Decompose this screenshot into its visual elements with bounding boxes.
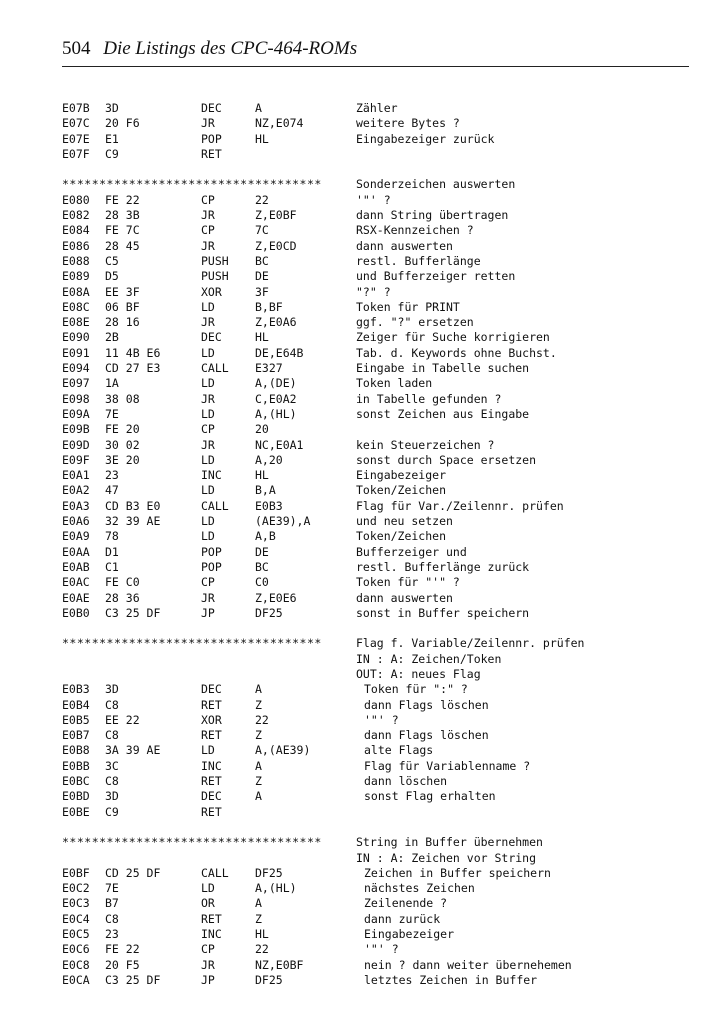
mnemonic: LD [201, 483, 215, 498]
comment: dann löschen [364, 774, 448, 789]
operand: Z,E0CD [255, 238, 297, 253]
mnemonic: DEC [201, 789, 222, 804]
mnemonic: LD [201, 529, 215, 544]
opcode-bytes: 3C [105, 758, 119, 773]
operand: 7C [255, 223, 269, 238]
comment: sonst Zeichen aus Eingabe [356, 406, 530, 421]
opcode-bytes: 23 [105, 927, 119, 942]
address: E094 [62, 361, 90, 376]
comment: Zeilenende ? [364, 896, 448, 911]
mnemonic: XOR [201, 284, 222, 299]
opcode-bytes: FE 22 [105, 192, 140, 207]
address: E09F [62, 452, 90, 467]
operand: BC [255, 253, 269, 268]
opcode-bytes: 28 45 [105, 238, 140, 253]
opcode-bytes: 06 BF [105, 299, 140, 314]
opcode-bytes: EE 22 [105, 712, 140, 727]
mnemonic: RET [201, 728, 222, 743]
mnemonic: LD [201, 376, 215, 391]
address: E0BB [62, 758, 90, 773]
operand: DE [255, 269, 269, 284]
opcode-bytes: 3D [105, 682, 119, 697]
address: E0BF [62, 865, 90, 880]
opcode-bytes: C5 [105, 253, 119, 268]
address: E0AE [62, 590, 90, 605]
operand: Z [255, 697, 262, 712]
opcode-bytes: 23 [105, 468, 119, 483]
opcode-bytes: D1 [105, 544, 119, 559]
opcode-bytes: 3E 20 [105, 452, 140, 467]
comment: weitere Bytes ? [356, 116, 460, 131]
operand: (AE39),A [255, 514, 311, 529]
mnemonic: LD [201, 452, 215, 467]
mnemonic: OR [201, 896, 215, 911]
mnemonic: POP [201, 544, 222, 559]
address: E07F [62, 146, 90, 161]
opcode-bytes: C8 [105, 728, 119, 743]
page-title: Die Listings des CPC-464-ROMs [103, 38, 358, 59]
opcode-bytes: 7E [105, 406, 119, 421]
address: E08E [62, 315, 90, 330]
mnemonic: LD [201, 345, 215, 360]
separator-stars: *********************************** [62, 636, 322, 651]
comment: "?" ? [356, 284, 391, 299]
opcode-bytes: 78 [105, 529, 119, 544]
comment: nächstes Zeichen [364, 881, 475, 896]
comment: und neu setzen [356, 514, 453, 529]
address: E086 [62, 238, 90, 253]
opcode-bytes: 3D [105, 101, 119, 115]
address: E084 [62, 223, 90, 238]
mnemonic: INC [201, 927, 222, 942]
mnemonic: JR [201, 391, 215, 406]
comment: Flag für Var./Zeilennr. prüfen [356, 498, 564, 513]
operand: A,20 [255, 452, 283, 467]
operand: A [255, 682, 262, 697]
address: E0C2 [62, 881, 90, 896]
opcode-bytes: FE 20 [105, 422, 140, 437]
address: E0C3 [62, 896, 90, 911]
operand: 20 [255, 422, 269, 437]
comment: kein Steuerzeichen ? [356, 437, 495, 452]
separator-stars: *********************************** [62, 835, 322, 850]
comment: sonst durch Space ersetzen [356, 452, 537, 467]
operand: HL [255, 330, 269, 345]
comment: ggf. "?" ersetzen [356, 315, 474, 330]
address: E0AB [62, 559, 90, 574]
address: E098 [62, 391, 90, 406]
address: E0A6 [62, 514, 90, 529]
page-header [62, 38, 357, 60]
mnemonic: XOR [201, 712, 222, 727]
operand: A,(HL) [255, 406, 297, 421]
comment: in Tabelle gefunden ? [356, 391, 502, 406]
comment: restl. Bufferlänge [356, 253, 481, 268]
opcode-bytes: CD B3 E0 [105, 498, 161, 513]
opcode-bytes: 7E [105, 881, 119, 896]
address: E07C [62, 116, 90, 131]
comment: letztes Zeichen in Buffer [364, 972, 538, 987]
opcode-bytes: E1 [105, 131, 119, 146]
operand: HL [255, 468, 269, 483]
opcode-bytes: 2B [105, 330, 119, 345]
comment: Zeichen in Buffer speichern [364, 865, 551, 880]
address: E0AA [62, 544, 90, 559]
address: E0C8 [62, 957, 90, 972]
comment: Eingabe in Tabelle suchen [356, 361, 530, 376]
operand: Z [255, 774, 262, 789]
comment: sonst in Buffer speichern [356, 605, 530, 620]
address: E0B3 [62, 682, 90, 697]
mnemonic: PUSH [201, 253, 229, 268]
mnemonic: CALL [201, 498, 229, 513]
comment: Tab. d. Keywords ohne Buchst. [356, 345, 557, 360]
operand: A [255, 896, 262, 911]
address: E0BE [62, 804, 90, 819]
mnemonic: JR [201, 437, 215, 452]
operand: 22 [255, 942, 269, 957]
mnemonic: CP [201, 422, 215, 437]
address: E0A1 [62, 468, 90, 483]
mnemonic: RET [201, 911, 222, 926]
operand: NZ,E074 [255, 116, 304, 131]
opcode-bytes: 28 16 [105, 315, 140, 330]
opcode-bytes: 3D [105, 789, 119, 804]
comment: restl. Bufferlänge zurück [356, 559, 530, 574]
mnemonic: PUSH [201, 269, 229, 284]
opcode-bytes: 1A [105, 376, 119, 391]
comment: Eingabezeiger zurück [356, 131, 495, 146]
address: E0B8 [62, 743, 90, 758]
opcode-bytes: 3A 39 AE [105, 743, 161, 758]
comment: Eingabezeiger [364, 927, 455, 942]
opcode-bytes: C3 25 DF [105, 972, 161, 987]
mnemonic: LD [201, 881, 215, 896]
mnemonic: RET [201, 697, 222, 712]
page-number: 504 [62, 38, 91, 59]
comment: alte Flags [364, 743, 434, 758]
comment: Token für PRINT [356, 299, 460, 314]
comment: dann zurück [364, 911, 441, 926]
mnemonic: LD [201, 514, 215, 529]
opcode-bytes: 47 [105, 483, 119, 498]
operand: 22 [255, 192, 269, 207]
mnemonic: INC [201, 468, 222, 483]
opcode-bytes: B7 [105, 896, 119, 911]
comment: Zeiger für Suche korrigieren [356, 330, 550, 345]
mnemonic: JR [201, 238, 215, 253]
mnemonic: JR [201, 957, 215, 972]
comment: Bufferzeiger und [356, 544, 467, 559]
operand: E0B3 [255, 498, 283, 513]
mnemonic: CALL [201, 865, 229, 880]
opcode-bytes: C9 [105, 804, 119, 819]
address: E080 [62, 192, 90, 207]
operand: A [255, 789, 262, 804]
operand: Z [255, 911, 262, 926]
opcode-bytes: 20 F6 [105, 116, 140, 131]
address: E09A [62, 406, 90, 421]
section-heading: String in Buffer übernehmen [356, 835, 543, 850]
address: E090 [62, 330, 90, 345]
address: E0BD [62, 789, 90, 804]
address: E0A3 [62, 498, 90, 513]
mnemonic: CALL [201, 361, 229, 376]
opcode-bytes: 38 08 [105, 391, 140, 406]
section-heading-io: IN : A: Zeichen/Token [356, 651, 502, 666]
operand: B,BF [255, 299, 283, 314]
opcode-bytes: 20 F5 [105, 957, 140, 972]
separator-stars: *********************************** [62, 177, 322, 192]
opcode-bytes: FE C0 [105, 575, 140, 590]
address: E07B [62, 101, 90, 115]
operand: C,E0A2 [255, 391, 297, 406]
opcode-bytes: 30 02 [105, 437, 140, 452]
comment: dann Flags löschen [364, 697, 489, 712]
address: E0A2 [62, 483, 90, 498]
opcode-bytes: CD 25 DF [105, 865, 161, 880]
opcode-bytes: EE 3F [105, 284, 140, 299]
comment: dann Flags löschen [364, 728, 489, 743]
opcode-bytes: 28 36 [105, 590, 140, 605]
opcode-bytes: C8 [105, 911, 119, 926]
mnemonic: RET [201, 804, 222, 819]
opcode-bytes: CD 27 E3 [105, 361, 161, 376]
opcode-bytes: 11 4B E6 [105, 345, 161, 360]
opcode-bytes: C8 [105, 697, 119, 712]
mnemonic: CP [201, 575, 215, 590]
comment: sonst Flag erhalten [364, 789, 496, 804]
mnemonic: RET [201, 146, 222, 161]
address: E08C [62, 299, 90, 314]
operand: A,(DE) [255, 376, 297, 391]
comment: Token für "'" ? [356, 575, 460, 590]
operand: Z,E0A6 [255, 315, 297, 330]
address: E0B7 [62, 728, 90, 743]
opcode-bytes: FE 22 [105, 942, 140, 957]
mnemonic: INC [201, 758, 222, 773]
mnemonic: DEC [201, 330, 222, 345]
address: E07E [62, 131, 90, 146]
address: E08A [62, 284, 90, 299]
opcode-bytes: 28 3B [105, 208, 140, 223]
address: E0CA [62, 972, 90, 987]
mnemonic: RET [201, 774, 222, 789]
operand: NC,E0A1 [255, 437, 304, 452]
mnemonic: JR [201, 315, 215, 330]
mnemonic: JP [201, 972, 215, 987]
comment: und Bufferzeiger retten [356, 269, 516, 284]
comment: dann auswerten [356, 590, 453, 605]
address: E089 [62, 269, 90, 284]
mnemonic: POP [201, 131, 222, 146]
comment: Eingabezeiger [356, 468, 447, 483]
opcode-bytes: C1 [105, 559, 119, 574]
address: E0C6 [62, 942, 90, 957]
mnemonic: LD [201, 743, 215, 758]
section-heading: Sonderzeichen auswerten [356, 177, 516, 192]
mnemonic: JR [201, 590, 215, 605]
comment: Flag für Variablenname ? [364, 758, 531, 773]
operand: HL [255, 927, 269, 942]
opcode-bytes: C8 [105, 774, 119, 789]
comment: Token laden [356, 376, 433, 391]
opcode-bytes: D5 [105, 269, 119, 284]
operand: Z [255, 728, 262, 743]
address: E0A9 [62, 529, 90, 544]
address: E097 [62, 376, 90, 391]
operand: BC [255, 559, 269, 574]
operand: Z,E0BF [255, 208, 297, 223]
opcode-bytes: C9 [105, 146, 119, 161]
operand: DE [255, 544, 269, 559]
mnemonic: LD [201, 406, 215, 421]
mnemonic: CP [201, 192, 215, 207]
header-rule [62, 66, 689, 67]
address: E088 [62, 253, 90, 268]
comment: Token/Zeichen [356, 529, 447, 544]
section-heading-io: IN : A: Zeichen vor String [356, 850, 537, 865]
address: E0B5 [62, 712, 90, 727]
comment: '"' ? [364, 942, 399, 957]
mnemonic: JP [201, 605, 215, 620]
address: E0C4 [62, 911, 90, 926]
operand: A [255, 758, 262, 773]
mnemonic: CP [201, 942, 215, 957]
opcode-bytes: C3 25 DF [105, 605, 161, 620]
mnemonic: JR [201, 116, 215, 131]
operand: A [255, 101, 262, 115]
mnemonic: CP [201, 223, 215, 238]
comment: Token/Zeichen [356, 483, 447, 498]
address: E0C5 [62, 927, 90, 942]
operand: A,(AE39) [255, 743, 311, 758]
operand: A,B [255, 529, 276, 544]
operand: NZ,E0BF [255, 957, 304, 972]
address: E09B [62, 422, 90, 437]
section-heading: Flag f. Variable/Zeilennr. prüfen [356, 636, 585, 651]
opcode-bytes: FE 7C [105, 223, 140, 238]
comment: RSX-Kennzeichen ? [356, 223, 474, 238]
operand: A,(HL) [255, 881, 297, 896]
mnemonic: LD [201, 299, 215, 314]
mnemonic: DEC [201, 101, 222, 115]
operand: DF25 [255, 605, 283, 620]
comment: Zähler [356, 101, 398, 115]
comment: '"' ? [356, 192, 391, 207]
comment: dann auswerten [356, 238, 453, 253]
comment: Token für ":" ? [364, 682, 468, 697]
address: E082 [62, 208, 90, 223]
comment: nein ? dann weiter übernehemen [364, 957, 572, 972]
mnemonic: JR [201, 208, 215, 223]
operand: Z,E0E6 [255, 590, 297, 605]
address: E0B4 [62, 697, 90, 712]
address: E091 [62, 345, 90, 360]
address: E09D [62, 437, 90, 452]
operand: B,A [255, 483, 276, 498]
operand: HL [255, 131, 269, 146]
mnemonic: DEC [201, 682, 222, 697]
operand: C0 [255, 575, 269, 590]
operand: DE,E64B [255, 345, 304, 360]
address: E0AC [62, 575, 90, 590]
operand: 22 [255, 712, 269, 727]
address: E0BC [62, 774, 90, 789]
comment: '"' ? [364, 712, 399, 727]
address: E0B0 [62, 605, 90, 620]
opcode-bytes: 32 39 AE [105, 514, 161, 529]
operand: 3F [255, 284, 269, 299]
operand: E327 [255, 361, 283, 376]
section-heading-io: OUT: A: neues Flag [356, 666, 481, 681]
mnemonic: POP [201, 559, 222, 574]
comment: dann String übertragen [356, 208, 509, 223]
operand: DF25 [255, 972, 283, 987]
operand: DF25 [255, 865, 283, 880]
